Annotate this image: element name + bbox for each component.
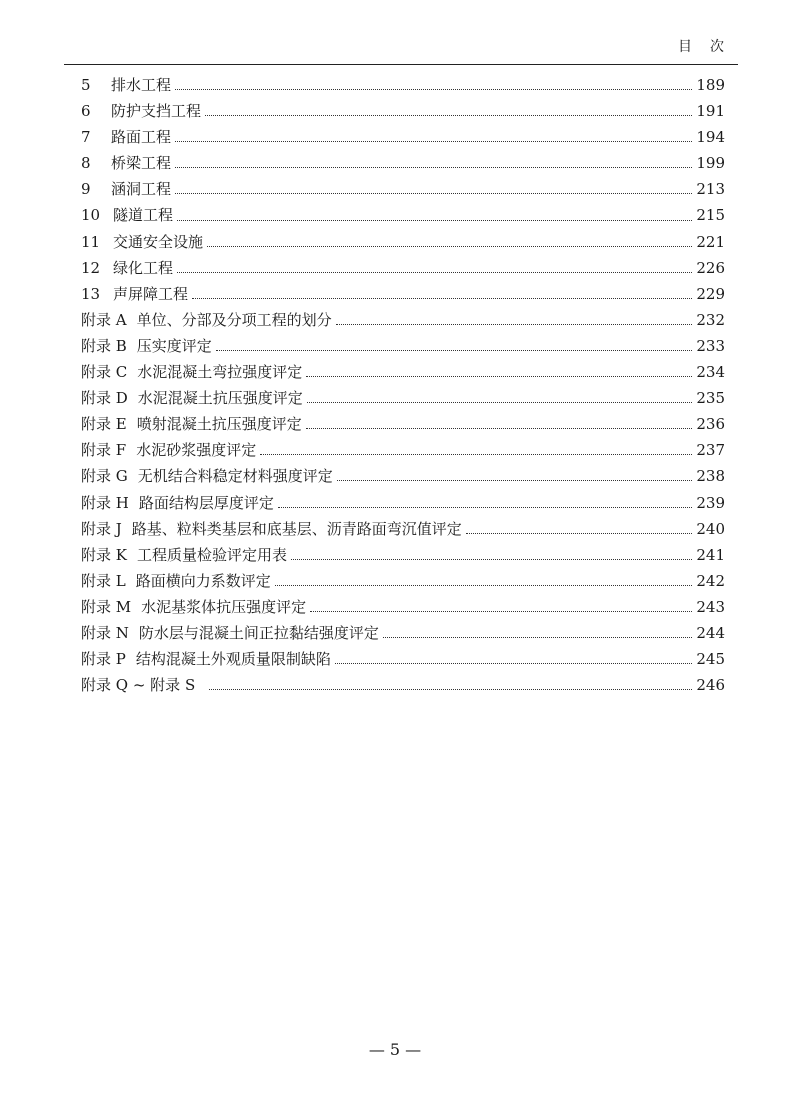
toc-leader-dots (275, 584, 693, 586)
toc-entry[interactable] (81, 568, 725, 594)
toc-entry-number: 附录 C (81, 363, 128, 382)
toc-leader-dots (177, 271, 692, 273)
toc-entry[interactable] (81, 385, 725, 411)
toc-entry-title: 防护支挡工程 (111, 102, 202, 121)
toc-entry[interactable] (81, 307, 725, 333)
toc-entry-page: 243 (696, 597, 725, 616)
toc-entry-title: 声屏障工程 (113, 284, 189, 303)
toc-entry-page: 226 (696, 258, 725, 277)
toc-entry[interactable] (81, 255, 725, 281)
toc-leader-dots (466, 532, 693, 534)
toc-entry-page: 215 (696, 206, 725, 225)
toc-entry-title: 工程质量检验评定用表 (136, 545, 287, 564)
toc-leader-dots (177, 219, 692, 221)
toc-leader-dots (291, 558, 692, 560)
toc-entry-page: 189 (696, 76, 725, 94)
toc-entry-title: 路面结构层厚度评定 (138, 493, 274, 512)
toc-entry-page: 234 (696, 363, 725, 382)
toc-entry-title: 排水工程 (111, 76, 172, 94)
toc-entry-title: 绿化工程 (113, 258, 174, 277)
toc-entry[interactable] (81, 411, 725, 437)
toc-entry-number: 附录 J (81, 519, 122, 538)
toc-leader-dots (209, 688, 692, 690)
toc-entry-page: 242 (696, 571, 725, 590)
header-rule (64, 64, 738, 65)
toc-entry-number: 13 (81, 284, 101, 303)
running-header: 目 次 (678, 39, 726, 55)
toc-entry-page: 244 (696, 623, 725, 642)
toc-entry-page: 236 (696, 415, 725, 434)
toc-entry-page: 191 (696, 102, 725, 121)
toc-entry-number: 6 (81, 102, 91, 121)
toc-entry-number: 附录 B (81, 336, 127, 355)
toc-leader-dots (306, 375, 692, 377)
toc-entry[interactable] (81, 229, 725, 255)
toc-leader-dots (335, 662, 692, 664)
toc-entry[interactable] (81, 646, 725, 672)
toc-entry[interactable] (81, 516, 725, 542)
toc-leader-dots (175, 166, 692, 168)
toc-entry[interactable] (81, 124, 725, 150)
toc-entry-number: 附录 M (81, 597, 132, 616)
toc-entry-number: 11 (81, 232, 101, 251)
toc-entry-number: 10 (81, 206, 101, 225)
toc-entry-number: 附录 A (81, 310, 127, 329)
toc-entry[interactable] (81, 359, 725, 385)
toc-entry[interactable] (81, 72, 725, 98)
toc-entry-number: 12 (81, 258, 101, 277)
toc-entry-number: 附录 N (81, 623, 129, 642)
toc-leader-dots (337, 479, 693, 481)
toc-leader-dots (175, 88, 692, 90)
toc-entry[interactable] (81, 620, 725, 646)
toc-entry-title: 单位、分部及分项工程的划分 (136, 310, 332, 329)
toc-entry[interactable] (81, 281, 725, 307)
toc-entry-title: 路面工程 (111, 128, 172, 147)
toc-leader-dots (383, 636, 692, 638)
toc-entry-number: 附录 F (81, 441, 127, 460)
toc-entry[interactable] (81, 98, 725, 124)
toc-entry-number: 8 (81, 154, 91, 173)
table-of-contents (81, 72, 725, 698)
toc-leader-dots (175, 192, 692, 194)
toc-entry[interactable] (81, 150, 725, 176)
toc-leader-dots (306, 427, 693, 429)
toc-entry-page: 239 (696, 493, 725, 512)
toc-entry-title: 水泥基浆体抗压强度评定 (141, 597, 307, 616)
toc-entry[interactable] (81, 202, 725, 228)
toc-entry-number: 附录 Q ~ 附录 S (81, 676, 196, 695)
toc-entry-title: 水泥混凝土弯拉强度评定 (137, 363, 303, 382)
toc-entry[interactable] (81, 542, 725, 568)
toc-entry-number: 附录 H (81, 493, 129, 512)
toc-entry-number: 附录 P (81, 650, 126, 669)
toc-entry-page: 232 (696, 310, 725, 329)
toc-leader-dots (205, 114, 692, 116)
toc-entry[interactable] (81, 437, 725, 463)
toc-entry-page: 233 (696, 336, 725, 355)
toc-entry-page: 246 (696, 676, 725, 695)
toc-leader-dots (336, 323, 693, 325)
toc-entry[interactable] (81, 176, 725, 202)
toc-entry-number: 附录 L (81, 571, 126, 590)
toc-entry-title: 压实度评定 (136, 336, 212, 355)
toc-entry-number: 附录 G (81, 467, 128, 486)
toc-entry-title: 桥梁工程 (111, 154, 172, 173)
toc-entry-page: 238 (696, 467, 725, 486)
toc-entry-page: 221 (696, 232, 725, 251)
toc-leader-dots (310, 610, 692, 612)
toc-entry-title: 喷射混凝土抗压强度评定 (136, 415, 302, 434)
toc-entry[interactable] (81, 490, 725, 516)
toc-leader-dots (216, 349, 693, 351)
toc-entry-title: 交通安全设施 (113, 232, 204, 251)
toc-leader-dots (175, 140, 692, 142)
toc-entry-title: 防水层与混凝土间正拉黏结强度评定 (138, 623, 379, 642)
toc-entry-number: 附录 E (81, 415, 127, 434)
toc-entry-page: 245 (696, 650, 725, 669)
toc-entry-title: 隧道工程 (113, 206, 174, 225)
toc-entry[interactable] (81, 333, 725, 359)
toc-entry-title: 水泥砂浆强度评定 (136, 441, 257, 460)
toc-entry-number: 附录 K (81, 545, 127, 564)
toc-leader-dots (278, 506, 692, 508)
toc-leader-dots (307, 401, 693, 403)
toc-entry-title: 结构混凝土外观质量限制缺陷 (135, 650, 331, 669)
toc-entry-page: 229 (696, 284, 725, 303)
toc-entry[interactable] (81, 672, 725, 698)
toc-entry-page: 194 (696, 128, 725, 147)
toc-entry-number: 附录 D (81, 389, 128, 408)
toc-entry[interactable] (81, 463, 725, 489)
toc-entry-page: 199 (696, 154, 725, 173)
toc-entry-number: 9 (81, 180, 91, 199)
toc-entry-number: 7 (81, 128, 91, 147)
page-number: — 5 — (368, 1040, 422, 1059)
toc-entry-page: 240 (696, 519, 725, 538)
toc-entry-title: 路基、粒料类基层和底基层、沥青路面弯沉值评定 (131, 519, 462, 538)
toc-entry-page: 237 (696, 441, 725, 460)
toc-entry-page: 241 (696, 545, 725, 564)
toc-entry-title: 涵洞工程 (111, 180, 172, 199)
toc-entry-title: 无机结合料稳定材料强度评定 (137, 467, 333, 486)
toc-entry-page: 235 (696, 389, 725, 408)
toc-entry-number: 5 (81, 76, 91, 94)
toc-leader-dots (207, 245, 692, 247)
toc-entry-title: 路面横向力系数评定 (135, 571, 271, 590)
toc-leader-dots (260, 453, 692, 455)
toc-entry[interactable] (81, 594, 725, 620)
toc-leader-dots (192, 297, 692, 299)
toc-entry-page: 213 (696, 180, 725, 199)
toc-entry-title: 水泥混凝土抗压强度评定 (137, 389, 303, 408)
